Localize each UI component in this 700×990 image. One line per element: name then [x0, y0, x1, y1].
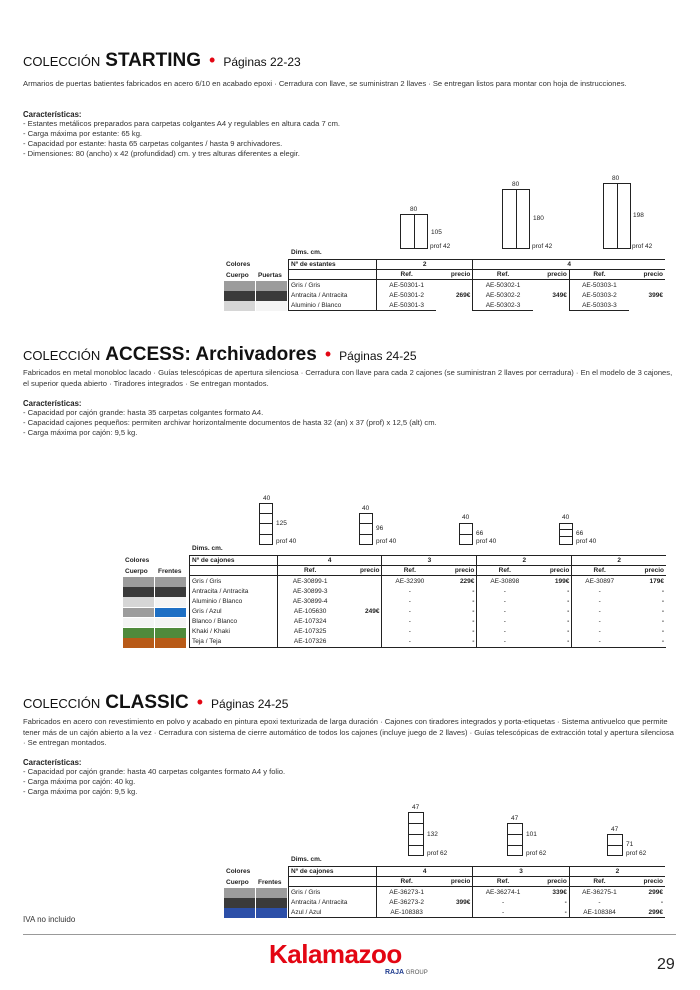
- heading-pages: Páginas 22-23: [223, 55, 301, 69]
- cabinet-door-divider: [414, 214, 415, 249]
- price-cell: 339€: [552, 888, 567, 896]
- price-cell: 299€: [648, 888, 663, 896]
- group-label: GROUP: [405, 970, 428, 976]
- table-cell: -: [382, 617, 437, 627]
- cabinet-shape: [507, 823, 523, 856]
- color-swatch: [123, 587, 154, 597]
- feature-item: - Carga máxima por cajón: 40 kg.: [23, 777, 136, 786]
- table-header: precio: [533, 270, 570, 280]
- heading-prefix: COLECCIÓN: [23, 348, 101, 363]
- drawer-line: [259, 513, 273, 514]
- dims-label: Dims. cm.: [192, 545, 223, 552]
- features-title: Características:: [23, 399, 82, 408]
- table-cell: -: [477, 606, 532, 616]
- color-swatch: [123, 608, 154, 618]
- price-cell: -: [627, 637, 666, 647]
- doors-label: Puertas: [258, 272, 282, 279]
- table-header: precio: [629, 877, 665, 887]
- price-cell: -: [437, 637, 477, 647]
- table-cell: -: [477, 617, 532, 627]
- table-header: precio: [629, 270, 665, 280]
- color-swatch: [256, 291, 287, 301]
- color-swatch: [123, 577, 154, 587]
- table-cell: -: [477, 627, 532, 637]
- table-header: 4: [377, 867, 473, 877]
- starting-heading: [23, 50, 301, 72]
- drawer-line: [559, 529, 573, 530]
- drawer-line: [507, 845, 523, 846]
- table-cell: AE-30898: [477, 576, 532, 586]
- table-header: 2: [377, 260, 473, 270]
- drawer-line: [359, 523, 373, 524]
- diagram-depth: prof 40: [576, 538, 597, 545]
- diagram-width: 40: [562, 514, 570, 521]
- table-row: [289, 290, 666, 300]
- logo-text: Kalamazoo: [269, 939, 402, 969]
- price-cell: -: [567, 608, 570, 616]
- color-swatch: [224, 898, 255, 908]
- table-cell: Gris / Gris: [289, 887, 377, 897]
- table-header: 2: [572, 556, 666, 566]
- classic-description: Fabricados en acero con revestimiento en polvo y acabado en pintura epoxi texturizada de larga duración · Cajones con tiradores integrados y porta-etiquetas · Sistema antivuelco que permite tener más de un cajón abierto a la vez · Cerradura con sistema de cierre automático de todos los cajones (incluye juego de 2 llaves) · Guías telescópicas de extracción total y apertura silenciosa · Se entregan montados.: [23, 717, 674, 747]
- drawer-line: [359, 534, 373, 535]
- table-row: [190, 576, 667, 586]
- classic-table: [288, 866, 665, 918]
- feature-item: - Capacidad cajones pequeños: permiten archivar horizontalmente documentos de hasta 32 (an) x 37 (prof) x 12,5 (alt) cm.: [23, 418, 437, 427]
- features-title: Características:: [23, 758, 82, 767]
- feature-item: - Carga máxima por cajón: 9,5 kg.: [23, 787, 138, 796]
- drawer-line: [408, 834, 424, 835]
- diagram-width: 40: [362, 505, 370, 512]
- table-cell: -: [477, 637, 532, 647]
- table-cell: AE-50303-1: [569, 280, 629, 290]
- price-cell: -: [533, 907, 570, 917]
- table-cell: -: [382, 606, 437, 616]
- color-swatch: [155, 587, 186, 597]
- heading-pages: Páginas 24-25: [211, 697, 289, 711]
- price-cell: -: [661, 628, 664, 636]
- color-swatch: [155, 638, 186, 648]
- heading-pages: Páginas 24-25: [339, 349, 417, 363]
- table-cell: AE-50303-2: [569, 290, 629, 300]
- table-cell: Khaki / Khaki: [190, 627, 278, 637]
- diagram-width: 47: [412, 804, 420, 811]
- price-cell: 179€: [649, 577, 664, 585]
- diagram-depth: prof 62: [526, 850, 547, 857]
- access-heading: [23, 344, 417, 366]
- table-header: 3: [382, 556, 477, 566]
- diagram-height: 96: [376, 525, 384, 532]
- table-header: 3: [473, 867, 569, 877]
- table-header: precio: [437, 566, 477, 576]
- diagram-height: 66: [576, 530, 584, 537]
- table-row: [289, 300, 666, 310]
- diagram-height: 180: [533, 215, 544, 222]
- feature-item: - Dimensiones: 80 (ancho) x 42 (profundidad) cm. y tres alturas diferentes a elegir.: [23, 149, 300, 158]
- table-cell: -: [382, 586, 437, 596]
- price-cell: 249€: [342, 576, 382, 647]
- starting-features: [23, 106, 340, 159]
- price-cell: 349€: [552, 291, 567, 299]
- table-cell: -: [473, 907, 533, 917]
- color-swatch: [123, 618, 154, 628]
- table-header: precio: [627, 566, 666, 576]
- body-label: Cuerpo: [125, 568, 148, 575]
- color-swatch: [224, 888, 255, 898]
- table-cell: Gris / Azul: [190, 606, 278, 616]
- table-header: Ref.: [377, 270, 437, 280]
- price-cell: -: [567, 587, 570, 595]
- vat-note: IVA no incluido: [23, 915, 76, 924]
- color-swatch: [256, 888, 287, 898]
- price-cell: -: [472, 608, 475, 616]
- table-cell: Azul / Azul: [289, 907, 377, 917]
- body-label: Cuerpo: [226, 879, 249, 886]
- table-header: Ref.: [382, 566, 437, 576]
- fronts-label: Frentes: [158, 568, 182, 575]
- table-cell: AE-107325: [278, 627, 343, 637]
- heading-name: CLASSIC: [105, 692, 189, 713]
- table-cell: Antracita / Antracita: [289, 897, 377, 907]
- starting-table: [288, 259, 665, 311]
- table-header: 4: [278, 556, 382, 566]
- features-title: Características:: [23, 110, 82, 119]
- price-cell: -: [564, 898, 567, 906]
- table-header: 2: [569, 867, 665, 877]
- table-cell: -: [382, 596, 437, 606]
- cabinet-shape: [259, 503, 273, 545]
- drawer-line: [507, 834, 523, 835]
- color-swatch: [123, 638, 154, 648]
- diagram-depth: prof 62: [626, 850, 647, 857]
- feature-item: - Carga máxima por cajón: 9,5 kg.: [23, 428, 138, 437]
- raja-label: RAJA: [385, 969, 404, 976]
- price-cell: -: [532, 637, 572, 647]
- table-cell: Antracita / Antracita: [289, 290, 377, 300]
- table-header: Nº de cajones: [190, 556, 278, 566]
- color-swatch: [123, 597, 154, 607]
- table-header: Ref.: [377, 877, 437, 887]
- diagram-depth: prof 40: [276, 538, 297, 545]
- color-swatch: [256, 281, 287, 291]
- table-cell: AE-50302-2: [473, 290, 533, 300]
- heading-prefix: COLECCIÓN: [23, 54, 101, 69]
- table-cell: -: [477, 586, 532, 596]
- table-cell: AE-50301-2: [377, 290, 437, 300]
- price-cell: -: [567, 618, 570, 626]
- table-row: [190, 596, 667, 606]
- bullet-icon: •: [209, 50, 216, 70]
- body-label: Cuerpo: [226, 272, 249, 279]
- heading-prefix: COLECCIÓN: [23, 696, 101, 711]
- colors-label: Colores: [226, 261, 251, 268]
- starting-description: Armarios de puertas batientes fabricados en acero 6/10 en acabado epoxi · Cerradura con llave, se suministran 2 llaves · Se entregan listos para montar con hoja de instrucciones.: [23, 79, 627, 88]
- color-swatch: [224, 908, 255, 918]
- color-swatch: [256, 898, 287, 908]
- diagram-width: 47: [511, 815, 519, 822]
- price-cell: -: [472, 618, 475, 626]
- color-swatch: [155, 608, 186, 618]
- diagram-height: 101: [526, 831, 537, 838]
- diagram-depth: prof 42: [532, 243, 553, 250]
- price-cell: -: [661, 618, 664, 626]
- table-header: precio: [342, 566, 382, 576]
- table-cell: AE-108384: [569, 907, 629, 917]
- drawer-line: [259, 534, 273, 535]
- table-cell: AE-50301-1: [377, 280, 437, 290]
- price-cell: 199€: [554, 577, 570, 585]
- price-cell: -: [472, 587, 475, 595]
- diagram-width: 80: [512, 181, 520, 188]
- table-row: [289, 887, 666, 897]
- table-row: [190, 606, 667, 616]
- access-features: [23, 395, 437, 438]
- table-header: Ref.: [278, 566, 343, 576]
- bullet-icon: •: [324, 344, 332, 364]
- table-cell: -: [572, 637, 627, 647]
- table-cell: -: [569, 897, 629, 907]
- table-header: Nº de estantes: [289, 260, 377, 270]
- table-header: precio: [533, 877, 570, 887]
- diagram-height: 125: [276, 520, 287, 527]
- diagram-depth: prof 62: [427, 850, 448, 857]
- table-cell: Aluminio / Blanco: [289, 300, 377, 310]
- table-cell: AE-36274-1: [473, 887, 533, 897]
- table-header: Ref.: [477, 566, 532, 576]
- table-row: [190, 617, 667, 627]
- table-header: Nº de cajones: [289, 867, 377, 877]
- price-cell: [436, 887, 473, 897]
- price-cell: [436, 907, 473, 917]
- table-cell: Aluminio / Blanco: [190, 596, 278, 606]
- price-cell: 399€: [648, 291, 663, 299]
- drawer-line: [408, 823, 424, 824]
- drawer-line: [559, 536, 573, 537]
- table-cell: -: [572, 617, 627, 627]
- feature-item: - Carga máxima por estante: 65 kg.: [23, 129, 143, 138]
- feature-item: - Capacidad por cajón grande: hasta 40 carpetas colgantes formato A4 y folio.: [23, 767, 286, 776]
- heading-name: STARTING: [105, 50, 201, 71]
- color-swatch: [155, 618, 186, 628]
- classic-heading: [23, 692, 288, 714]
- table-cell: AE-50303-3: [569, 300, 629, 310]
- diagram-width: 40: [263, 495, 271, 502]
- table-cell: Teja / Teja: [190, 637, 278, 647]
- price-cell: 229€: [459, 577, 475, 585]
- colors-label: Colores: [226, 868, 251, 875]
- price-cell: -: [661, 608, 664, 616]
- color-swatch: [155, 597, 186, 607]
- table-header: Ref.: [473, 270, 533, 280]
- table-header: Ref.: [569, 270, 629, 280]
- table-cell: AE-30897: [572, 576, 627, 586]
- price-cell: -: [660, 898, 663, 906]
- table-header: 4: [473, 260, 665, 270]
- drawer-line: [459, 534, 473, 535]
- table-cell: AE-50302-3: [473, 300, 533, 310]
- table-header: precio: [532, 566, 572, 576]
- table-cell: Gris / Gris: [289, 280, 377, 290]
- table-header: Ref.: [473, 877, 533, 887]
- access-table: [189, 555, 666, 648]
- diagram-height: 66: [476, 530, 484, 537]
- color-swatch: [123, 628, 154, 638]
- table-header: 2: [477, 556, 572, 566]
- diagram-height: 132: [427, 831, 438, 838]
- table-cell: AE-105630: [278, 606, 343, 616]
- table-row: [190, 627, 667, 637]
- price-cell: -: [661, 597, 664, 605]
- access-description: Fabricados en metal monobloc lacado · Guías telescópicas de apertura silenciosa · Cerradura con llave para cada 2 cajones (se suministran 2 llaves por cerradura) · En el modelo de 3 cajones, el superior queda abierto · Tiradores integrados · Se entregan montados.: [23, 368, 673, 388]
- color-swatch: [155, 577, 186, 587]
- diagram-depth: prof 42: [430, 243, 451, 250]
- table-cell: AE-36273-2: [377, 897, 437, 907]
- table-row: [289, 280, 666, 290]
- price-cell: 269€: [455, 291, 471, 299]
- diagram-height: 198: [633, 212, 644, 219]
- color-swatch: [256, 908, 287, 918]
- table-row: [190, 586, 667, 596]
- table-cell: -: [572, 586, 627, 596]
- fronts-label: Frentes: [258, 879, 282, 886]
- drawer-line: [408, 845, 424, 846]
- diagram-width: 80: [410, 206, 418, 213]
- table-cell: -: [382, 627, 437, 637]
- table-cell: -: [572, 627, 627, 637]
- diagram-height: 71: [626, 841, 634, 848]
- price-cell: -: [472, 628, 475, 636]
- cabinet-shape: [359, 513, 373, 545]
- kalamazoo-logo: [269, 939, 439, 976]
- diagram-depth: prof 40: [376, 538, 397, 545]
- heading-name: ACCESS: Archivadores: [105, 344, 317, 365]
- dims-label: Dims. cm.: [291, 249, 322, 256]
- colors-label: Colores: [125, 557, 150, 564]
- table-header: precio: [436, 270, 473, 280]
- table-row: [190, 637, 667, 647]
- table-cell: -: [572, 596, 627, 606]
- diagram-height: 105: [431, 229, 442, 236]
- table-cell: -: [477, 596, 532, 606]
- footer-divider: [23, 934, 676, 935]
- table-cell: AE-108383: [377, 907, 437, 917]
- table-row: [289, 897, 666, 907]
- diagram-depth: prof 42: [632, 243, 653, 250]
- diagram-width: 80: [612, 175, 620, 182]
- cabinet-shape: [559, 523, 573, 545]
- feature-item: - Capacidad por cajón grande: hasta 35 carpetas colgantes formato A4.: [23, 408, 264, 417]
- bullet-icon: •: [196, 692, 204, 712]
- color-swatch: [256, 301, 287, 311]
- diagram-depth: prof 40: [476, 538, 497, 545]
- table-cell: Antracita / Antracita: [190, 586, 278, 596]
- table-cell: -: [382, 637, 437, 647]
- table-cell: AE-36273-1: [377, 887, 437, 897]
- page-number: 29: [657, 956, 675, 973]
- feature-item: - Estantes metálicos preparados para carpetas colgantes A4 y regulables en altura cada 7 cm.: [23, 119, 341, 128]
- price-cell: -: [661, 587, 664, 595]
- diagram-width: 47: [611, 826, 619, 833]
- feature-item: - Capacidad por estante: hasta 65 carpetas colgantes / hasta 9 archivadores.: [23, 139, 283, 148]
- table-cell: AE-32390: [382, 576, 437, 586]
- price-cell: -: [472, 597, 475, 605]
- table-cell: -: [473, 897, 533, 907]
- table-cell: Blanco / Blanco: [190, 617, 278, 627]
- price-cell: 399€: [455, 898, 471, 906]
- color-swatch: [224, 281, 255, 291]
- diagram-width: 40: [462, 514, 470, 521]
- drawer-line: [259, 523, 273, 524]
- price-cell: -: [567, 628, 570, 636]
- classic-features: [23, 754, 285, 797]
- drawer-line: [607, 845, 623, 846]
- dims-label: Dims. cm.: [291, 856, 322, 863]
- table-cell: AE-36275-1: [569, 887, 629, 897]
- price-cell: 299€: [629, 907, 665, 917]
- raja-group-logo: [385, 969, 428, 976]
- price-cell: -: [567, 597, 570, 605]
- color-swatch: [224, 291, 255, 301]
- cabinet-door-divider: [617, 183, 618, 249]
- table-cell: AE-30899-1: [278, 576, 343, 586]
- table-cell: -: [572, 606, 627, 616]
- color-swatch: [155, 628, 186, 638]
- table-row: [289, 907, 666, 917]
- table-cell: Gris / Gris: [190, 576, 278, 586]
- table-header: precio: [436, 877, 473, 887]
- table-header: Ref.: [572, 566, 627, 576]
- table-header: Ref.: [569, 877, 629, 887]
- table-cell: AE-50302-1: [473, 280, 533, 290]
- table-cell: AE-107324: [278, 617, 343, 627]
- table-cell: AE-30899-4: [278, 596, 343, 606]
- table-cell: AE-107326: [278, 637, 343, 647]
- table-cell: AE-30899-3: [278, 586, 343, 596]
- table-cell: AE-50301-3: [377, 300, 437, 310]
- color-swatch: [224, 301, 255, 311]
- cabinet-door-divider: [516, 189, 517, 249]
